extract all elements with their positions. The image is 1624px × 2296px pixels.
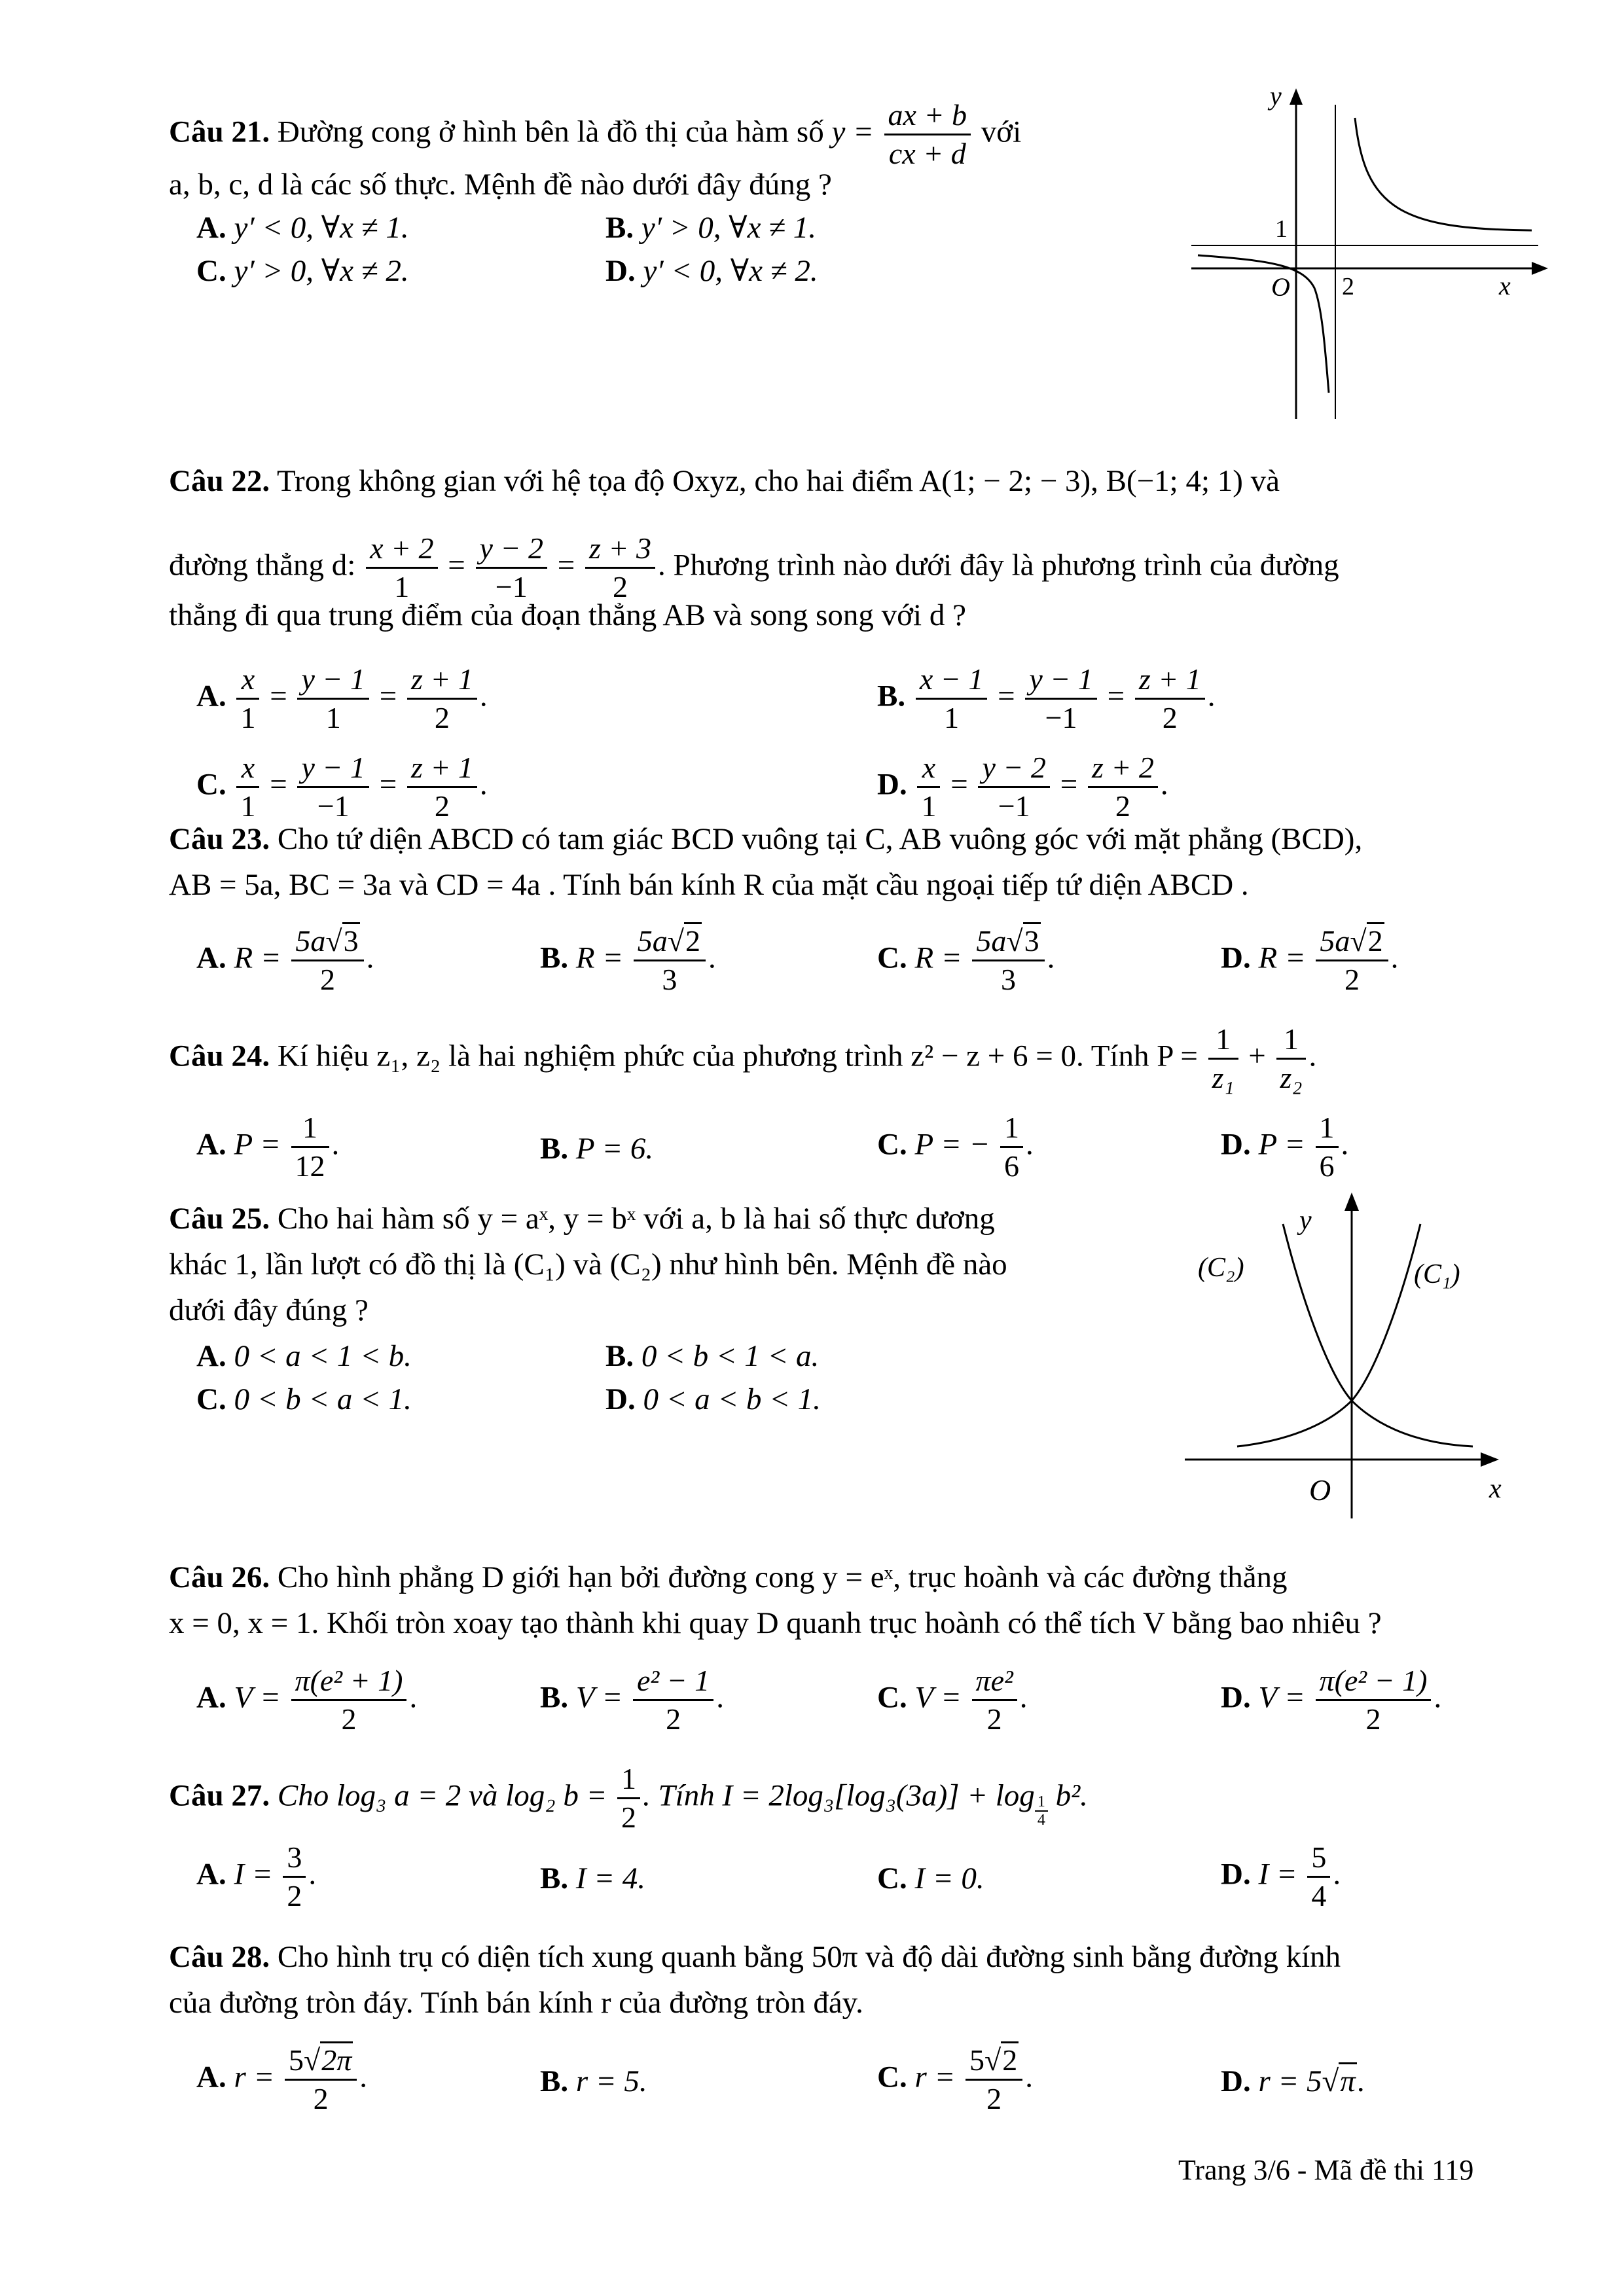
q24-c-den: 6: [1004, 1149, 1019, 1183]
q21-d-text: y′ < 0, ∀x ≠ 2.: [643, 254, 818, 288]
q27-option-c[interactable]: [877, 1859, 984, 1898]
q21-formula: y =: [831, 115, 874, 149]
q21-y-arrow: [1290, 88, 1303, 105]
q22-c-num-2: y − 1: [297, 749, 369, 788]
q25-line3: dưới đây đúng ?: [169, 1293, 369, 1327]
q22-c-frac-2: [297, 749, 369, 825]
q21-tick-1: 1: [1275, 215, 1288, 243]
q27-sub-num: 1: [1035, 1793, 1048, 1812]
q26-option-a[interactable]: A. V = $\frac{\text{π(e² + 1)}}{2}$ .: [196, 1662, 417, 1738]
q23-c-num-a: 5a: [976, 924, 1007, 958]
q22-d-opt-num-3: z + 2: [1088, 749, 1158, 788]
q22-b-label: B.: [877, 679, 906, 713]
q27-tail: b².: [1055, 1778, 1088, 1813]
q22-line2-pre: đường thẳng d:: [169, 548, 356, 583]
q26-c-num: πe²: [972, 1662, 1017, 1701]
q21-option-d[interactable]: [605, 251, 818, 291]
q25-b-label: B.: [605, 1339, 634, 1373]
q22-d-opt-num-1: x: [917, 749, 940, 788]
q23-d-pre: R =: [1258, 941, 1306, 975]
q22-line3: thẳng đi qua trung điểm của đoạn thẳng AB và song song với d ?: [169, 598, 966, 632]
q21-a-text: y′ < 0, ∀x ≠ 1.: [234, 211, 409, 245]
q27-b-text: I = 4.: [575, 1861, 645, 1895]
q26-c-frac: [972, 1662, 1017, 1738]
q28-b-label: B.: [540, 2064, 569, 2098]
q28-line1-text: Cho hình trụ có diện tích xung quanh bằng 50π và độ dài đường sinh bằng đường kính: [277, 1940, 1341, 1974]
q21-tick-2: 2: [1342, 273, 1354, 300]
q27-pre: Cho log₃ a = 2 và log₂ b =: [277, 1778, 607, 1813]
q28-option-a[interactable]: A. r = $\frac{5√2\pi}{2}$ .: [196, 2042, 367, 2117]
q22-a-den-1: 1: [240, 701, 256, 734]
q24-frac-1: [1208, 1021, 1238, 1096]
q23-label: Câu 23.: [169, 822, 270, 856]
q26-c-den: 2: [986, 1702, 1002, 1736]
q28-a-pre: r =: [234, 2060, 275, 2094]
q26-d-frac: [1316, 1662, 1432, 1738]
q21-c-text: y′ > 0, ∀x ≠ 2.: [234, 254, 409, 288]
q26-label: Câu 26.: [169, 1560, 270, 1594]
q24-b-text: P = 6.: [575, 1132, 654, 1166]
q23-option-d[interactable]: D. R = $\frac{5a√2}{2}$ .: [1221, 923, 1398, 998]
page-footer: Trang 3/6 - Mã đề thi 119: [1178, 2154, 1474, 2186]
q28-d-label: D.: [1221, 2064, 1251, 2098]
q23-d-den: 2: [1344, 963, 1360, 996]
q23-line1-text: Cho tứ diện ABCD có tam giác BCD vuông tại C, AB vuông góc với mặt phẳng (BCD),: [277, 822, 1363, 856]
q24-option-d[interactable]: D. P = $\frac{1}{6}$ .: [1221, 1109, 1348, 1185]
q26-b-den: 2: [666, 1702, 681, 1736]
q22-line1: [169, 461, 1280, 501]
q27-a-label: A.: [196, 1857, 226, 1892]
q27-c-text: I = 0.: [914, 1861, 984, 1895]
q26-option-c[interactable]: C. V = $\frac{\text{πe²}}{2}$ .: [877, 1662, 1028, 1738]
q25-line1-text: Cho hai hàm số y = aˣ, y = bˣ với a, b là hai số thực dương: [277, 1202, 995, 1236]
q22-d-opt-frac-3: [1088, 749, 1158, 825]
q28-option-c[interactable]: C. r = $\frac{5√2}{2}$ .: [877, 2042, 1033, 2117]
q22-a-frac-3: [407, 661, 477, 736]
q27-line1: [169, 1761, 1088, 1836]
q23-c-num-root: 3: [1023, 922, 1041, 958]
q22-d-den-3: 2: [613, 570, 628, 603]
q22-b-den-2: −1: [1045, 701, 1077, 734]
q22-d-opt-den-1: 1: [921, 789, 937, 823]
q26-option-b[interactable]: B. V = $\frac{\text{e² − 1}}{2}$ .: [540, 1662, 724, 1738]
q23-d-frac: $\frac{5a√2}{2}$: [1316, 923, 1388, 998]
q26-a-label: A.: [196, 1680, 226, 1715]
q22-d-frac-1: [366, 530, 437, 605]
q24-f2-den: z₂: [1280, 1061, 1303, 1094]
q27-c-label: C.: [877, 1861, 907, 1895]
q24-option-c[interactable]: C. P = − $\frac{1}{6}$ .: [877, 1109, 1034, 1185]
q23-option-a[interactable]: A. R = $\frac{5a√3}{2}$ .: [196, 923, 374, 998]
q22-line1-text: Trong không gian với hệ tọa độ Oxyz, cho hai điểm A(1; − 2; − 3), B(−1; 4; 1) và: [277, 464, 1280, 498]
q21-frac-num: ax + b: [884, 97, 971, 135]
q22-c-den-1: 1: [240, 789, 256, 823]
q25-line2: khác 1, lần lượt có đồ thị là (C₁) và (C₂) như hình bên. Mệnh đề nào: [169, 1247, 1007, 1282]
q25-d-label: D.: [605, 1382, 636, 1416]
q24-d-frac: [1316, 1109, 1339, 1185]
q22-c-num-3: z + 1: [407, 749, 477, 788]
q22-line2-post: . Phương trình nào dưới đây là phương trình của đường: [657, 548, 1339, 583]
q24-a-label: A.: [196, 1127, 226, 1162]
q22-a-den-2: 1: [325, 701, 341, 734]
q24-d-den: 6: [1319, 1149, 1335, 1183]
q25-c-text: 0 < b < a < 1.: [234, 1382, 412, 1416]
q27-option-d[interactable]: D. I = $\frac{5}{4}$ .: [1221, 1839, 1341, 1914]
q24-a-num: 1: [291, 1109, 329, 1148]
q28-d-post: .: [1356, 2064, 1365, 2098]
q21-text: Đường cong ở hình bên là đồ thị của hàm số: [277, 115, 824, 149]
q21-text-after: với: [981, 115, 1022, 149]
q24-f2-num: 1: [1276, 1021, 1307, 1060]
q22-d-num-1: x + 2: [366, 530, 437, 569]
q24-d-pre: P =: [1258, 1127, 1305, 1162]
q22-b-num-2: y − 1: [1025, 661, 1096, 700]
q21-origin: O: [1271, 272, 1290, 302]
q25-x-label: x: [1489, 1474, 1502, 1504]
q28-c-pre: r =: [914, 2060, 956, 2094]
q26-a-den: 2: [341, 1702, 357, 1736]
q22-c-den-2: −1: [317, 789, 350, 823]
q26-a-frac: [291, 1662, 407, 1738]
q23-c-frac: $\frac{5a√3}{3}$: [972, 923, 1044, 998]
q28-c-den: 2: [986, 2082, 1002, 2115]
q25-label: Câu 25.: [169, 1202, 270, 1236]
q22-d-den-2: −1: [495, 570, 528, 603]
q22-c-num-1: x: [236, 749, 259, 788]
q28-c-label: C.: [877, 2060, 907, 2094]
q25-a-label: A.: [196, 1339, 226, 1373]
q25-curve-c1: [1237, 1224, 1420, 1446]
q23-a-label: A.: [196, 941, 226, 975]
q27-f-den: 2: [621, 1801, 637, 1834]
q23-d-label: D.: [1221, 941, 1251, 975]
q27-a-pre: I =: [234, 1857, 273, 1892]
q26-d-label: D.: [1221, 1680, 1251, 1715]
q25-c2-label: (C₂): [1198, 1253, 1244, 1283]
q21-label: Câu 21.: [169, 115, 270, 149]
q22-b-num-1: x − 1: [916, 661, 987, 700]
q25-b-text: 0 < b < 1 < a.: [641, 1339, 820, 1373]
q25-y-label: y: [1299, 1206, 1312, 1236]
q23-option-c[interactable]: C. R = $\frac{5a√3}{3}$ .: [877, 923, 1055, 998]
q25-line1: [169, 1199, 995, 1238]
q24-c-frac: [1000, 1109, 1023, 1185]
q21-x-arrow: [1532, 262, 1548, 275]
q23-line1: [169, 819, 1362, 859]
q23-a-den: 2: [320, 963, 336, 996]
q28-a-label: A.: [196, 2060, 226, 2094]
q27-label: Câu 27.: [169, 1778, 270, 1813]
q24-line1: Câu 24. Kí hiệu z₁, z₂ là hai nghiệm phức của phương trình z² − z + 6 = 0. Tính P = $\frac{1}{\text{z₁}}$ + $\frac{1}{\text{z₂}}$ .: [169, 1021, 1316, 1096]
q26-b-frac: [633, 1662, 713, 1738]
q22-d-opt-den-2: −1: [998, 789, 1030, 823]
q21-b-label: B.: [605, 211, 634, 245]
q27-post: . Tính I = 2log₃[log₃(3a)] + log: [643, 1778, 1035, 1813]
q21-c-label: C.: [196, 254, 226, 288]
q22-c-frac-3: [407, 749, 477, 825]
q27-d-den: 4: [1311, 1879, 1327, 1912]
q25-c1-label: (C₁): [1414, 1259, 1460, 1289]
q25-a-text: 0 < a < 1 < b.: [234, 1339, 412, 1373]
q28-option-d[interactable]: D. r = 5√π.: [1221, 2062, 1365, 2101]
q22-line2: đường thẳng d: $\frac{x + 2}{1}$ = $\frac{y - 2}{-1}$ = $\frac{z + 3}{2}$ . Phương trình nào dưới đây là phương trình của đường: [169, 530, 1339, 605]
q21-graph: [1191, 79, 1558, 419]
q21-line2: a, b, c, d là các số thực. Mệnh đề nào dưới đây đúng ?: [169, 168, 832, 202]
q23-b-den: 3: [662, 963, 677, 996]
q23-b-num-root: 2: [684, 922, 702, 958]
q27-frac: [617, 1761, 640, 1836]
q24-d-label: D.: [1221, 1127, 1251, 1162]
q22-a-den-3: 2: [434, 701, 450, 734]
q27-a-num: 3: [283, 1839, 306, 1878]
q22-d-num-3: z + 3: [585, 530, 655, 569]
q22-d-opt-den-3: 2: [1115, 789, 1130, 823]
q25-option-a[interactable]: [196, 1336, 412, 1376]
q25-option-c[interactable]: [196, 1380, 412, 1419]
q22-d-num-2: y − 2: [476, 530, 547, 569]
q25-origin: O: [1309, 1473, 1331, 1507]
q24-d-num: 1: [1316, 1109, 1339, 1148]
q21-x-label: x: [1499, 271, 1511, 300]
q26-line1: [169, 1558, 1288, 1597]
q23-b-label: B.: [540, 941, 569, 975]
q28-line1: [169, 1937, 1341, 1977]
q24-frac-2: [1276, 1021, 1307, 1096]
q28-a-num-root: 2π: [320, 2041, 353, 2077]
q24-option-a[interactable]: A. P = $\frac{1}{12}$ .: [196, 1109, 339, 1185]
q27-d-pre: I =: [1258, 1857, 1297, 1892]
q24-c-num: 1: [1000, 1109, 1023, 1148]
q23-a-pre: R =: [234, 941, 281, 975]
q22-d-frac-3: [585, 530, 655, 605]
q24-plus: +: [1248, 1039, 1266, 1073]
q22-c-den-3: 2: [434, 789, 450, 823]
q22-c-label: C.: [196, 767, 226, 802]
q22-a-frac-1: [236, 661, 259, 736]
q23-c-label: C.: [877, 941, 907, 975]
q21-option-c[interactable]: [196, 251, 409, 291]
q26-line2: x = 0, x = 1. Khối tròn xoay tạo thành khi quay D quanh trục hoành có thể tích V bằng bao nhiêu ?: [169, 1606, 1382, 1640]
q21-frac-den: cx + d: [888, 137, 966, 170]
q24-f1-den: z₁: [1212, 1061, 1235, 1094]
q21-option-a[interactable]: [196, 208, 409, 247]
q21-option-b[interactable]: [605, 208, 816, 247]
q25-graph: [1185, 1185, 1551, 1525]
q23-b-frac: $\frac{5a√2}{3}$: [634, 923, 706, 998]
q22-d-label: D.: [877, 767, 907, 802]
q22-b-num-3: z + 1: [1135, 661, 1205, 700]
q26-b-label: B.: [540, 1680, 569, 1715]
q27-d-frac: [1307, 1839, 1330, 1914]
q22-b-den-3: 2: [1162, 701, 1178, 734]
q28-c-num-root: 2: [1001, 2041, 1019, 2077]
q21-fraction: [884, 97, 971, 172]
q24-a-pre: P =: [234, 1127, 281, 1162]
q22-c-frac-1: [236, 749, 259, 825]
q27-d-num: 5: [1307, 1839, 1330, 1878]
q22-option-d[interactable]: D. $\frac{x}{1}$ = $\frac{y - 2}{-1}$ = $\frac{z + 2}{2}$ .: [877, 749, 1168, 825]
q27-b-label: B.: [540, 1861, 569, 1895]
q23-option-b[interactable]: B. R = $\frac{5a√2}{3}$ .: [540, 923, 716, 998]
q22-b-den-1: 1: [944, 701, 960, 734]
q24-c-label: C.: [877, 1127, 907, 1162]
q27-sub-den: 4: [1037, 1812, 1045, 1829]
q25-x-arrow: [1481, 1452, 1499, 1467]
q25-y-arrow: [1344, 1193, 1359, 1211]
q26-c-label: C.: [877, 1680, 907, 1715]
q26-a-num: π(e² + 1): [291, 1662, 407, 1701]
q25-option-b[interactable]: [605, 1336, 819, 1376]
q28-label: Câu 28.: [169, 1940, 270, 1974]
q28-d-root: π: [1339, 2062, 1357, 2098]
q27-f-num: 1: [617, 1761, 640, 1799]
q21-curve-right: [1355, 118, 1532, 230]
q22-option-b[interactable]: B. $\frac{x - 1}{1}$ = $\frac{y - 1}{-1}$ = $\frac{z + 1}{2}$ .: [877, 661, 1216, 736]
q24-f1-num: 1: [1208, 1021, 1238, 1060]
q22-d-frac-2: [476, 530, 547, 605]
q28-d-pre: r = 5: [1258, 2064, 1322, 2098]
q21-line1: [169, 97, 1021, 172]
q21-b-text: y′ > 0, ∀x ≠ 1.: [641, 211, 816, 245]
q26-d-den: 2: [1365, 1702, 1381, 1736]
q23-c-pre: R =: [914, 941, 962, 975]
q28-c-num-a: 5: [969, 2043, 984, 2077]
q22-a-num-3: z + 1: [407, 661, 477, 700]
q22-d-den-1: 1: [394, 570, 410, 603]
q28-line2: của đường tròn đáy. Tính bán kính r của đường tròn đáy.: [169, 1986, 863, 2020]
q26-b-num: e² − 1: [633, 1662, 713, 1701]
q27-option-a[interactable]: A. I = $\frac{3}{2}$ .: [196, 1839, 316, 1914]
q22-d-opt-frac-1: [917, 749, 940, 825]
q23-c-den: 3: [1001, 963, 1017, 996]
q27-a-den: 2: [287, 1879, 302, 1912]
q26-option-d[interactable]: D. V = $\frac{\text{π(e² − 1)}}{2}$ .: [1221, 1662, 1441, 1738]
q24-text: Kí hiệu z₁, z₂ là hai nghiệm phức của phương trình z² − z + 6 = 0. Tính P =: [277, 1039, 1198, 1073]
q26-line1-text: Cho hình phẳng D giới hạn bởi đường cong y = eˣ, trục hoành và các đường thẳng: [277, 1560, 1288, 1594]
q25-c-label: C.: [196, 1382, 226, 1416]
q23-line2: AB = 5a, BC = 3a và CD = 4a . Tính bán kính R của mặt cầu ngoại tiếp tứ diện ABCD .: [169, 868, 1249, 902]
q24-a-frac: [291, 1109, 329, 1185]
q26-c-pre: V =: [914, 1680, 962, 1715]
q21-y-label: y: [1270, 81, 1282, 111]
q21-a-label: A.: [196, 211, 226, 245]
q23-b-pre: R =: [575, 941, 624, 975]
q22-a-num-1: x: [236, 661, 259, 700]
q25-curve-c2: [1283, 1224, 1473, 1446]
q24-option-b[interactable]: [540, 1129, 653, 1168]
q24-label: Câu 24.: [169, 1039, 270, 1073]
q23-d-num-root: 2: [1367, 922, 1384, 958]
q28-a-den: 2: [313, 2082, 329, 2115]
q27-a-frac: [283, 1839, 306, 1914]
q22-d-opt-num-2: y − 2: [978, 749, 1049, 788]
q23-b-num-a: 5a: [637, 924, 668, 958]
q22-b-frac-1: [916, 661, 987, 736]
q22-d-opt-frac-2: [978, 749, 1049, 825]
q27-option-b[interactable]: [540, 1859, 645, 1898]
q21-d-label: D.: [605, 254, 636, 288]
q23-a-num-root: 3: [342, 922, 360, 958]
q21-curve-left: [1198, 255, 1329, 393]
q22-option-a[interactable]: A. $\frac{x}{1}$ = $\frac{y - 1}{1}$ = $\frac{z + 1}{2}$ .: [196, 661, 488, 736]
q23-a-num-a: 5a: [295, 924, 326, 958]
q22-a-num-2: y − 1: [297, 661, 369, 700]
q28-a-num-a: 5: [288, 2043, 304, 2077]
q28-a-frac: $\frac{5√2\pi}{2}$: [285, 2042, 357, 2117]
q24-a-den: 12: [295, 1149, 325, 1183]
q22-b-frac-2: [1025, 661, 1096, 736]
q24-c-pre: P = −: [914, 1127, 990, 1162]
q22-a-label: A.: [196, 679, 226, 713]
q23-a-frac: $\frac{5a√3}{2}$: [291, 923, 363, 998]
q26-d-pre: V =: [1258, 1680, 1305, 1715]
q26-d-num: π(e² − 1): [1316, 1662, 1432, 1701]
q28-b-text: r = 5.: [575, 2064, 647, 2098]
q26-a-pre: V =: [234, 1680, 281, 1715]
q24-b-label: B.: [540, 1132, 569, 1166]
q22-a-frac-2: [297, 661, 369, 736]
q27-log-base: [1035, 1793, 1048, 1829]
q22-b-frac-3: [1135, 661, 1205, 736]
q23-d-num-a: 5a: [1320, 924, 1350, 958]
q22-option-c[interactable]: C. $\frac{x}{1}$ = $\frac{y - 1}{-1}$ = $\frac{z + 1}{2}$ .: [196, 749, 488, 825]
q26-b-pre: V =: [575, 1680, 623, 1715]
q25-option-d[interactable]: [605, 1380, 821, 1419]
q28-option-b[interactable]: [540, 2062, 647, 2101]
q28-c-frac: $\frac{5√2}{2}$: [965, 2042, 1022, 2117]
q27-d-label: D.: [1221, 1857, 1251, 1892]
q22-label: Câu 22.: [169, 464, 270, 498]
q25-d-text: 0 < a < b < 1.: [643, 1382, 821, 1416]
